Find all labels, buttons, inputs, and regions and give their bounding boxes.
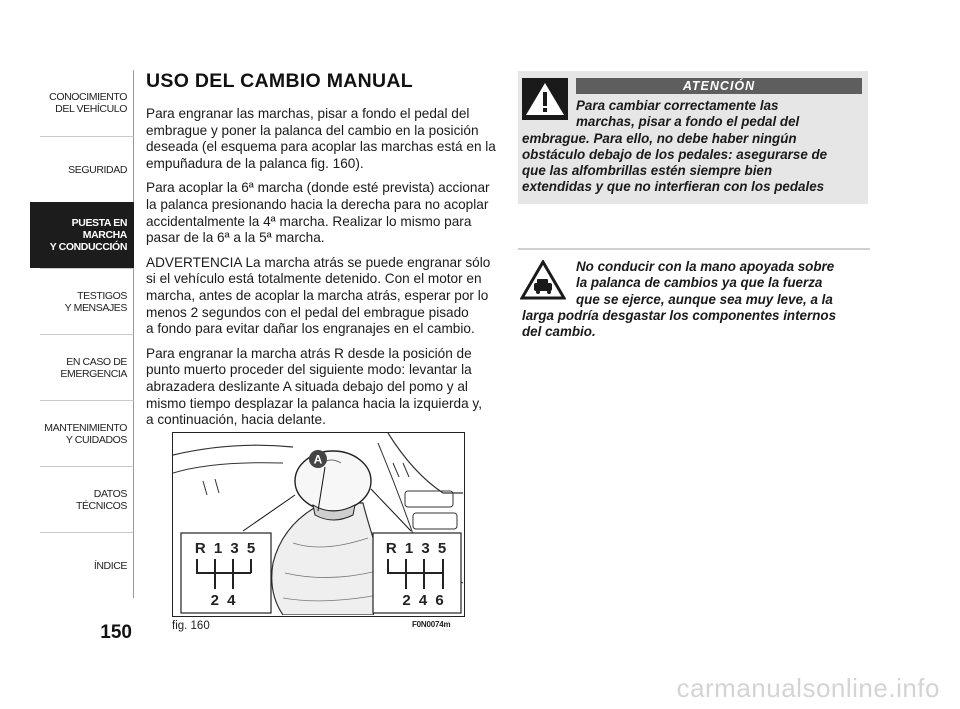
gear-pattern-bottom-left: 2 4 bbox=[210, 592, 238, 609]
paragraph: Para engranar la marcha atrás R desde la posición de punto muerto proceder del siguiente modo: levantar la abrazadera deslizante A situada debajo del pomo y al mismo tiempo desplazar la palanca hacia la izquierda y, a continuación, hacia delante. bbox=[146, 345, 482, 428]
warning-rest: embrague. Para ello, no debe haber ningún obstáculo debajo de los pedales: asegurarse de que las alfombrillas estén siempre bien extendidas y que no interfieran con los pedales bbox=[522, 130, 828, 195]
gear-pattern-bottom-right: 2 4 6 bbox=[402, 592, 446, 609]
paragraph: Para engranar las marchas, pisar a fondo el pedal del embrague y poner la palanca del cambio en la posición deseada (el esquema para acoplar las marchas está en la empuñadura de la palanca fig. 160). bbox=[146, 106, 496, 171]
page-number: 150 bbox=[100, 622, 132, 643]
gear-pattern-top-right: R 1 3 5 bbox=[385, 540, 449, 557]
tab-label: MANTENIMIENTO Y CUIDADOS bbox=[44, 421, 127, 446]
note-lead: No conducir con la mano apoyada sobre la palanca de cambios ya que la fuerza que se ejerce, aunque sea muy leve, a la bbox=[576, 259, 835, 307]
body-text bbox=[146, 106, 496, 437]
note-divider bbox=[518, 248, 870, 250]
warning-header: ATENCIÓN bbox=[576, 78, 862, 94]
tab-datos-tecnicos[interactable] bbox=[40, 466, 134, 532]
tab-testigos[interactable] bbox=[40, 268, 134, 334]
paragraph: Para acoplar la 6ª marcha (donde esté prevista) accionar la palanca presionando hacia la derecha para no acoplar accidentalmente la 4ª marcha. Realizar lo mismo para pasar de la 6ª a la 5ª marcha. bbox=[146, 180, 490, 246]
tab-label: TESTIGOS Y MENSAJES bbox=[64, 289, 127, 314]
note-text bbox=[522, 259, 868, 340]
watermark: carmanualsonline.info bbox=[676, 673, 940, 703]
callout-a-label: A bbox=[313, 452, 323, 467]
page-title: USO DEL CAMBIO MANUAL bbox=[146, 70, 414, 92]
tab-indice[interactable] bbox=[40, 532, 134, 598]
gear-lever-figure bbox=[172, 432, 465, 617]
note-rest: larga podría desgastar los componentes internos del cambio. bbox=[522, 307, 837, 340]
gear-lever-illustration bbox=[173, 433, 463, 615]
tab-label: EN CASO DE EMERGENCIA bbox=[60, 355, 127, 380]
tab-label: SEGURIDAD bbox=[68, 163, 127, 176]
tab-conocimiento[interactable] bbox=[40, 70, 134, 136]
gear-pattern-top-left: R 1 3 5 bbox=[194, 540, 258, 557]
tab-label: ÍNDICE bbox=[93, 559, 127, 572]
figure-code: F0N0074m bbox=[412, 620, 451, 629]
tab-puesta-en-marcha[interactable] bbox=[30, 202, 134, 268]
warning-lead: Para cambiar correctamente las marchas, pisar a fondo el pedal del bbox=[576, 98, 800, 130]
section-tabs bbox=[40, 70, 134, 598]
tab-seguridad[interactable] bbox=[40, 136, 134, 202]
tab-mantenimiento[interactable] bbox=[40, 400, 134, 466]
tab-label: CONOCIMIENTO DEL VEHÍCULO bbox=[49, 91, 127, 115]
tab-label: PUESTA EN MARCHA Y CONDUCCIÓN bbox=[49, 217, 127, 253]
tab-label: DATOS TÉCNICOS bbox=[75, 487, 127, 512]
warning-text bbox=[522, 98, 864, 196]
figure-caption: fig. 160 bbox=[172, 620, 210, 632]
tab-emergencia[interactable] bbox=[40, 334, 134, 400]
paragraph: ADVERTENCIA La marcha atrás se puede engranar sólo si el vehículo está totalmente detenido. Con el motor en marcha, antes de acoplar la marcha atrás, esperar por lo menos 2 segundos con el pedal del embrague pisado a fondo para evitar dañar los engranajes en el cambio. bbox=[146, 254, 491, 337]
